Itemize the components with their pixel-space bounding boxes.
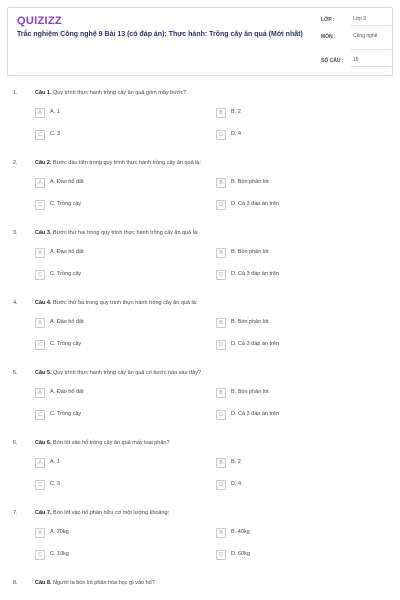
option-text: B. 2 <box>231 109 241 115</box>
question-text <box>35 230 199 236</box>
option-text: C. Trồng cây <box>50 271 82 277</box>
option-letter-box[interactable]: D <box>216 340 226 350</box>
question-body: Bón lót vào hố trồng cây ăn quả mấy loại phân? <box>53 440 170 446</box>
option-text: D. Cả 3 đáp án trên <box>231 271 280 277</box>
option-letter-box[interactable]: D <box>216 410 226 420</box>
option-letter-box[interactable]: D <box>216 550 226 560</box>
question-item <box>0 440 400 510</box>
question-number: 3. <box>13 230 18 236</box>
quizizz-logo[interactable]: QUIZIZZ <box>17 15 62 27</box>
question-number: 1. <box>13 90 18 96</box>
question-number: 7. <box>13 510 18 516</box>
option-text: C. Trồng cây <box>50 201 82 207</box>
option-text: B. Bón phân lót <box>231 389 269 395</box>
option-text: A. 20kg <box>50 529 69 535</box>
question-label: Câu 6. <box>35 440 52 446</box>
option-text: C. Trồng cây <box>50 341 82 347</box>
option-letter-box[interactable]: C <box>35 480 45 490</box>
question-count-value: 15 <box>353 57 359 63</box>
question-text <box>35 160 201 166</box>
option-text: D. 4 <box>231 481 242 487</box>
option-text: A. Đào hố đất <box>50 249 84 255</box>
option-letter-box[interactable]: A <box>35 528 45 538</box>
question-label: Câu 2. <box>35 160 52 166</box>
question-item <box>0 300 400 370</box>
option-text: B. 40kg <box>231 529 250 535</box>
option-letter-box[interactable]: A <box>35 458 45 468</box>
option-text: A. Đào hố đất <box>50 389 84 395</box>
question-item <box>0 580 400 600</box>
option-text: C. Trồng cây <box>50 411 82 417</box>
question-number: 6. <box>13 440 18 446</box>
option-letter-box[interactable]: C <box>35 340 45 350</box>
question-label: Câu 4. <box>35 300 52 306</box>
question-number: 2. <box>13 160 18 166</box>
option-letter-box[interactable]: B <box>216 318 226 328</box>
option-letter-box[interactable]: D <box>216 130 226 140</box>
question-text <box>35 90 186 96</box>
question-item <box>0 370 400 440</box>
worksheet-title: Trắc nghiệm Công nghệ 9 Bài 13 (có đáp án): Thực hành: Trồng cây ăn quả (Mới nhất) <box>17 31 303 38</box>
option-text: D. Cả 3 đáp án trên <box>231 341 280 347</box>
option-text: D. 4 <box>231 131 242 137</box>
question-label: Câu 3. <box>35 230 52 236</box>
question-label: Câu 5. <box>35 370 52 376</box>
subject-value: Công nghệ <box>353 33 378 39</box>
question-number: 5. <box>13 370 18 376</box>
option-text: C. 3 <box>50 481 61 487</box>
question-item <box>0 160 400 230</box>
question-text <box>35 440 170 446</box>
option-letter-box[interactable]: B <box>216 248 226 258</box>
option-letter-box[interactable]: C <box>35 270 45 280</box>
option-text: A. Đào hố đất <box>50 319 84 325</box>
class-value: Lớp 9 <box>353 16 367 22</box>
option-text: B. Bón phân lót <box>231 179 269 185</box>
subject-divider <box>351 49 391 50</box>
question-body: Người ta bón lót phân hóa học gì vào hố? <box>53 580 155 586</box>
option-letter-box[interactable]: A <box>35 178 45 188</box>
option-letter-box[interactable]: A <box>35 108 45 118</box>
question-count-divider <box>351 66 391 67</box>
option-letter-box[interactable]: C <box>35 200 45 210</box>
question-label: Câu 1. <box>35 90 52 96</box>
option-text: B. Bón phân lót <box>231 249 269 255</box>
option-letter-box[interactable]: B <box>216 108 226 118</box>
option-text: D. Cả 3 đáp án trên <box>231 411 280 417</box>
option-letter-box[interactable]: D <box>216 200 226 210</box>
option-text: A. Đào hố đất <box>50 179 84 185</box>
question-body: Bước thứ ba trong quy trình thực hành trồng cây ăn quả là: <box>53 300 198 306</box>
question-number: 8. <box>13 580 18 586</box>
question-count-label: SỐ CÂU : <box>321 58 344 64</box>
question-body: Quy trình thực hành trồng cây ăn quả có bước nào sau đây? <box>53 370 201 376</box>
option-text: D. 60kg <box>231 551 250 557</box>
worksheet-header <box>7 7 393 76</box>
question-item <box>0 510 400 580</box>
question-item <box>0 230 400 300</box>
subject-label: MÔN : <box>321 34 336 40</box>
option-letter-box[interactable]: C <box>35 410 45 420</box>
question-body: Bước thứ hai trong quy trình thực hành trồng cây ăn quả là: <box>53 230 199 236</box>
option-letter-box[interactable]: D <box>216 270 226 280</box>
option-text: C. 10kg <box>50 551 69 557</box>
option-letter-box[interactable]: B <box>216 458 226 468</box>
option-letter-box[interactable]: C <box>35 130 45 140</box>
option-letter-box[interactable]: B <box>216 388 226 398</box>
question-body: Bước đầu tiên trong quy trình thực hành trồng cây ăn quả là: <box>53 160 201 166</box>
option-text: A. 1 <box>50 109 60 115</box>
question-item <box>0 90 400 160</box>
question-text <box>35 300 197 306</box>
question-number: 4. <box>13 300 18 306</box>
option-letter-box[interactable]: A <box>35 248 45 258</box>
question-text <box>35 580 155 586</box>
question-text <box>35 370 201 376</box>
option-text: D. Cả 3 đáp án trên <box>231 201 280 207</box>
question-label: Câu 7. <box>35 510 52 516</box>
question-label: Câu 8. <box>35 580 52 586</box>
option-letter-box[interactable]: C <box>35 550 45 560</box>
class-divider <box>351 25 391 26</box>
option-text: B. 2 <box>231 459 241 465</box>
option-letter-box[interactable]: A <box>35 388 45 398</box>
option-text: B. Bón phân lót <box>231 319 269 325</box>
option-letter-box[interactable]: D <box>216 480 226 490</box>
question-body: Quy trình thực hành trồng cây ăn quả gồm mấy bước? <box>53 90 187 96</box>
option-text: A. 1 <box>50 459 60 465</box>
option-text: C. 3 <box>50 131 61 137</box>
class-label: LỚP : <box>321 17 335 23</box>
option-letter-box[interactable]: B <box>216 178 226 188</box>
question-text <box>35 510 169 516</box>
option-letter-box[interactable]: A <box>35 318 45 328</box>
option-letter-box[interactable]: B <box>216 528 226 538</box>
question-body: Bón lót vào hố phân hữu cơ một lượng khoảng: <box>53 510 170 516</box>
